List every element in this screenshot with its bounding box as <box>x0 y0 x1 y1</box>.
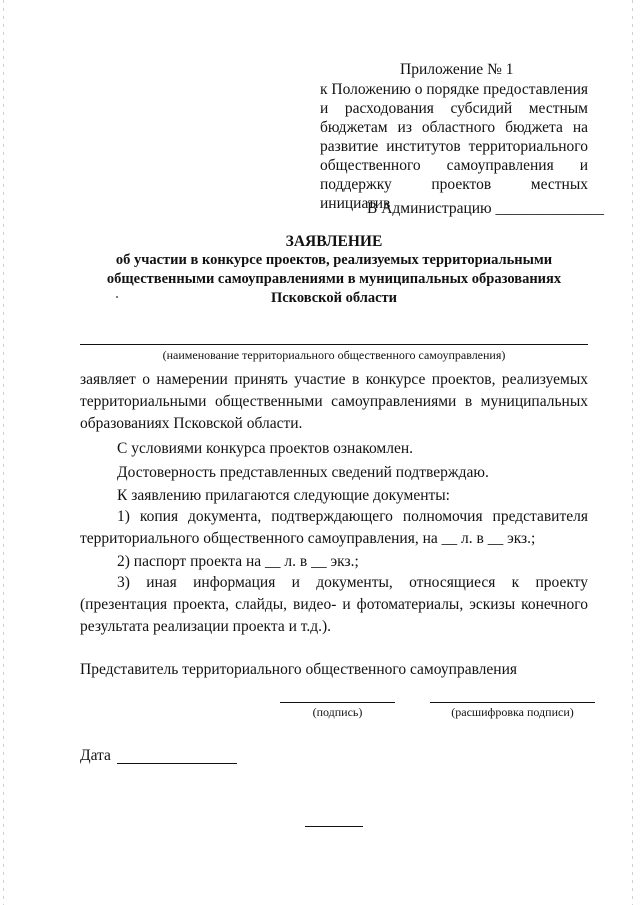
document-title <box>80 232 588 308</box>
representative-label: Представитель территориального общественного самоуправления <box>80 661 518 678</box>
date-line <box>117 763 237 764</box>
addressee-line: В Администрацию ______________ <box>367 200 605 217</box>
signature-line <box>280 702 395 703</box>
appendix-line: поддержку проектов местных инициатив <box>320 176 588 212</box>
body-paragraph: заявляет о намерении принять участие в конкурсе проектов, реализуемых территориальными общественными самоуправлениями в муниципальных образованиях Псковской области. <box>80 371 588 432</box>
body-paragraph: 3) иная информация и документы, относящиеся к проекту (презентация проекта, слайды, видео- и фотоматериалы, эскизы конечного результата реализации проекта и т.д.). <box>80 574 588 635</box>
appendix-line: бюджетам из областного бюджета на <box>320 119 588 136</box>
body-paragraph: С условиями конкурса проектов ознакомлен. <box>117 440 414 457</box>
date-label: Дата <box>80 747 111 764</box>
signature-caption: (подпись) <box>312 705 363 719</box>
scan-edge-right <box>632 0 633 905</box>
appendix-line: общественного самоуправления и <box>320 157 588 174</box>
title-line: Псковской области <box>270 290 398 306</box>
appendix-line: развитие институтов территориального <box>320 138 588 155</box>
body-paragraph: К заявлению прилагаются следующие документы: <box>117 487 450 504</box>
body-paragraph: Достоверность представленных сведений подтверждаю. <box>117 464 489 481</box>
signature-decode-caption: (расшифровка подписи) <box>451 705 574 719</box>
title-line: общественными самоуправлениями в муниципальных образованиях <box>106 271 562 287</box>
appendix-line: и расходования субсидий местным <box>320 100 588 117</box>
scan-speck <box>116 296 118 298</box>
organization-name-caption: (наименование территориального общественного самоуправления) <box>162 348 506 362</box>
scan-edge-left <box>3 0 4 905</box>
title-line: об участии в конкурсе проектов, реализуемых территориальными <box>115 252 553 268</box>
appendix-line: к Положению о порядке предоставления <box>320 81 588 98</box>
body-paragraph: 1) копия документа, подтверждающего полномочия представителя территориального общественного самоуправления, на __ л. в __ экз.; <box>80 508 588 547</box>
appendix-title: Приложение № 1 <box>400 61 514 78</box>
body-paragraph: 2) паспорт проекта на __ л. в __ экз.; <box>117 553 359 570</box>
appendix-reference <box>320 80 588 213</box>
footer-line <box>305 826 363 827</box>
organization-name-line <box>80 344 588 345</box>
signature-decode-line <box>430 702 595 703</box>
title-heading: ЗАЯВЛЕНИЕ <box>285 233 383 250</box>
